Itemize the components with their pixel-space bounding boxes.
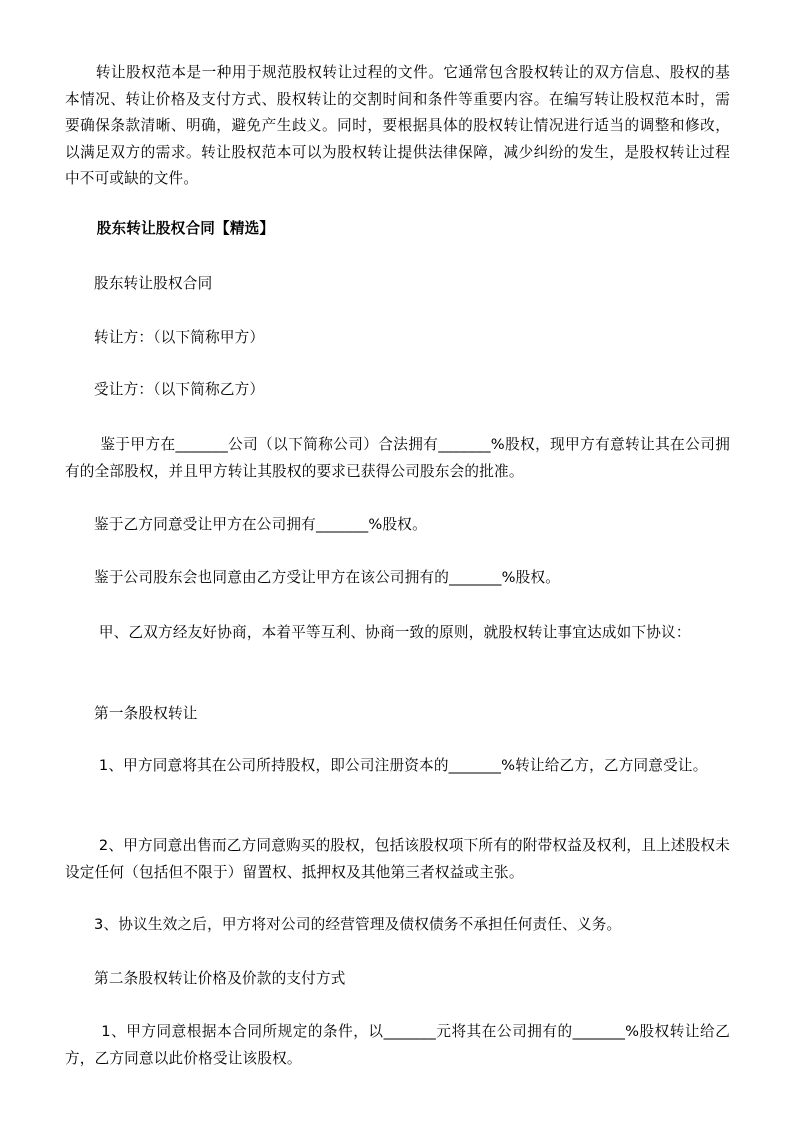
article-1-title: 第一条股权转让: [65, 705, 198, 722]
intro-paragraph: 转让股权范本是一种用于规范股权转让过程的文件。它通常包含股权转让的双方信息、股权的基本情况、转让价格及支付方式、股权转让的交割时间和条件等重要内容。在编写转让股权范本时，需要确保条款清晰、明确，避免产生歧义。同时，要根据具体的股权转让情况进行适当的调整和修改，以满足双方的需求。转让股权范本可以为股权转让提供法律保障，减少纠纷的发生，是股权转让过程中不可或缺的文件。: [65, 64, 730, 187]
party-b-line: 受让方：（以下简称乙方）: [65, 381, 265, 398]
whereas-paragraph-3: 鉴于公司股东会也同意由乙方受让甲方在该公司拥有的_______%股权。: [65, 569, 561, 586]
whereas-paragraph-2: 鉴于乙方同意受让甲方在公司拥有_______%股权。: [65, 516, 427, 533]
article-2-title: 第二条股权转让价格及价款的支付方式: [65, 970, 346, 987]
article-2-item-1: 1、甲方同意根据本合同所规定的条件，以_______元将其在公司拥有的_______%股权转让给乙方，乙方同意以此价格受让该股权。: [65, 1023, 730, 1067]
contract-title: 股东转让股权合同: [65, 275, 213, 292]
whereas-paragraph-1: 鉴于甲方在_______公司（以下简称公司）合法拥有_______%股权，现甲方有意转让其在公司拥有的全部股权，并且甲方转让其股权的要求已获得公司股东会的批准。: [65, 436, 731, 480]
article-1-item-3: 3、协议生效之后，甲方将对公司的经营管理及债权债务不承担任何责任、义务。: [65, 916, 622, 933]
article-1-item-1: 1、甲方同意将其在公司所持股权，即公司注册资本的_______%转让给乙方，乙方同意受让。: [65, 757, 708, 774]
article-1-item-2: 2、甲方同意出售而乙方同意购买的股权，包括该股权项下所有的附带权益及权利，且上述股权未设定任何（包括但不限于）留置权、抵押权及其他第三者权益或主张。: [65, 837, 731, 881]
section-heading: 股东转让股权合同【精选】: [65, 220, 275, 237]
party-a-line: 转让方：（以下简称甲方）: [65, 329, 265, 346]
agreement-paragraph: 甲、乙双方经友好协商，本着平等互利、协商一致的原则，就股权转让事宜达成如下协议：: [65, 624, 691, 641]
